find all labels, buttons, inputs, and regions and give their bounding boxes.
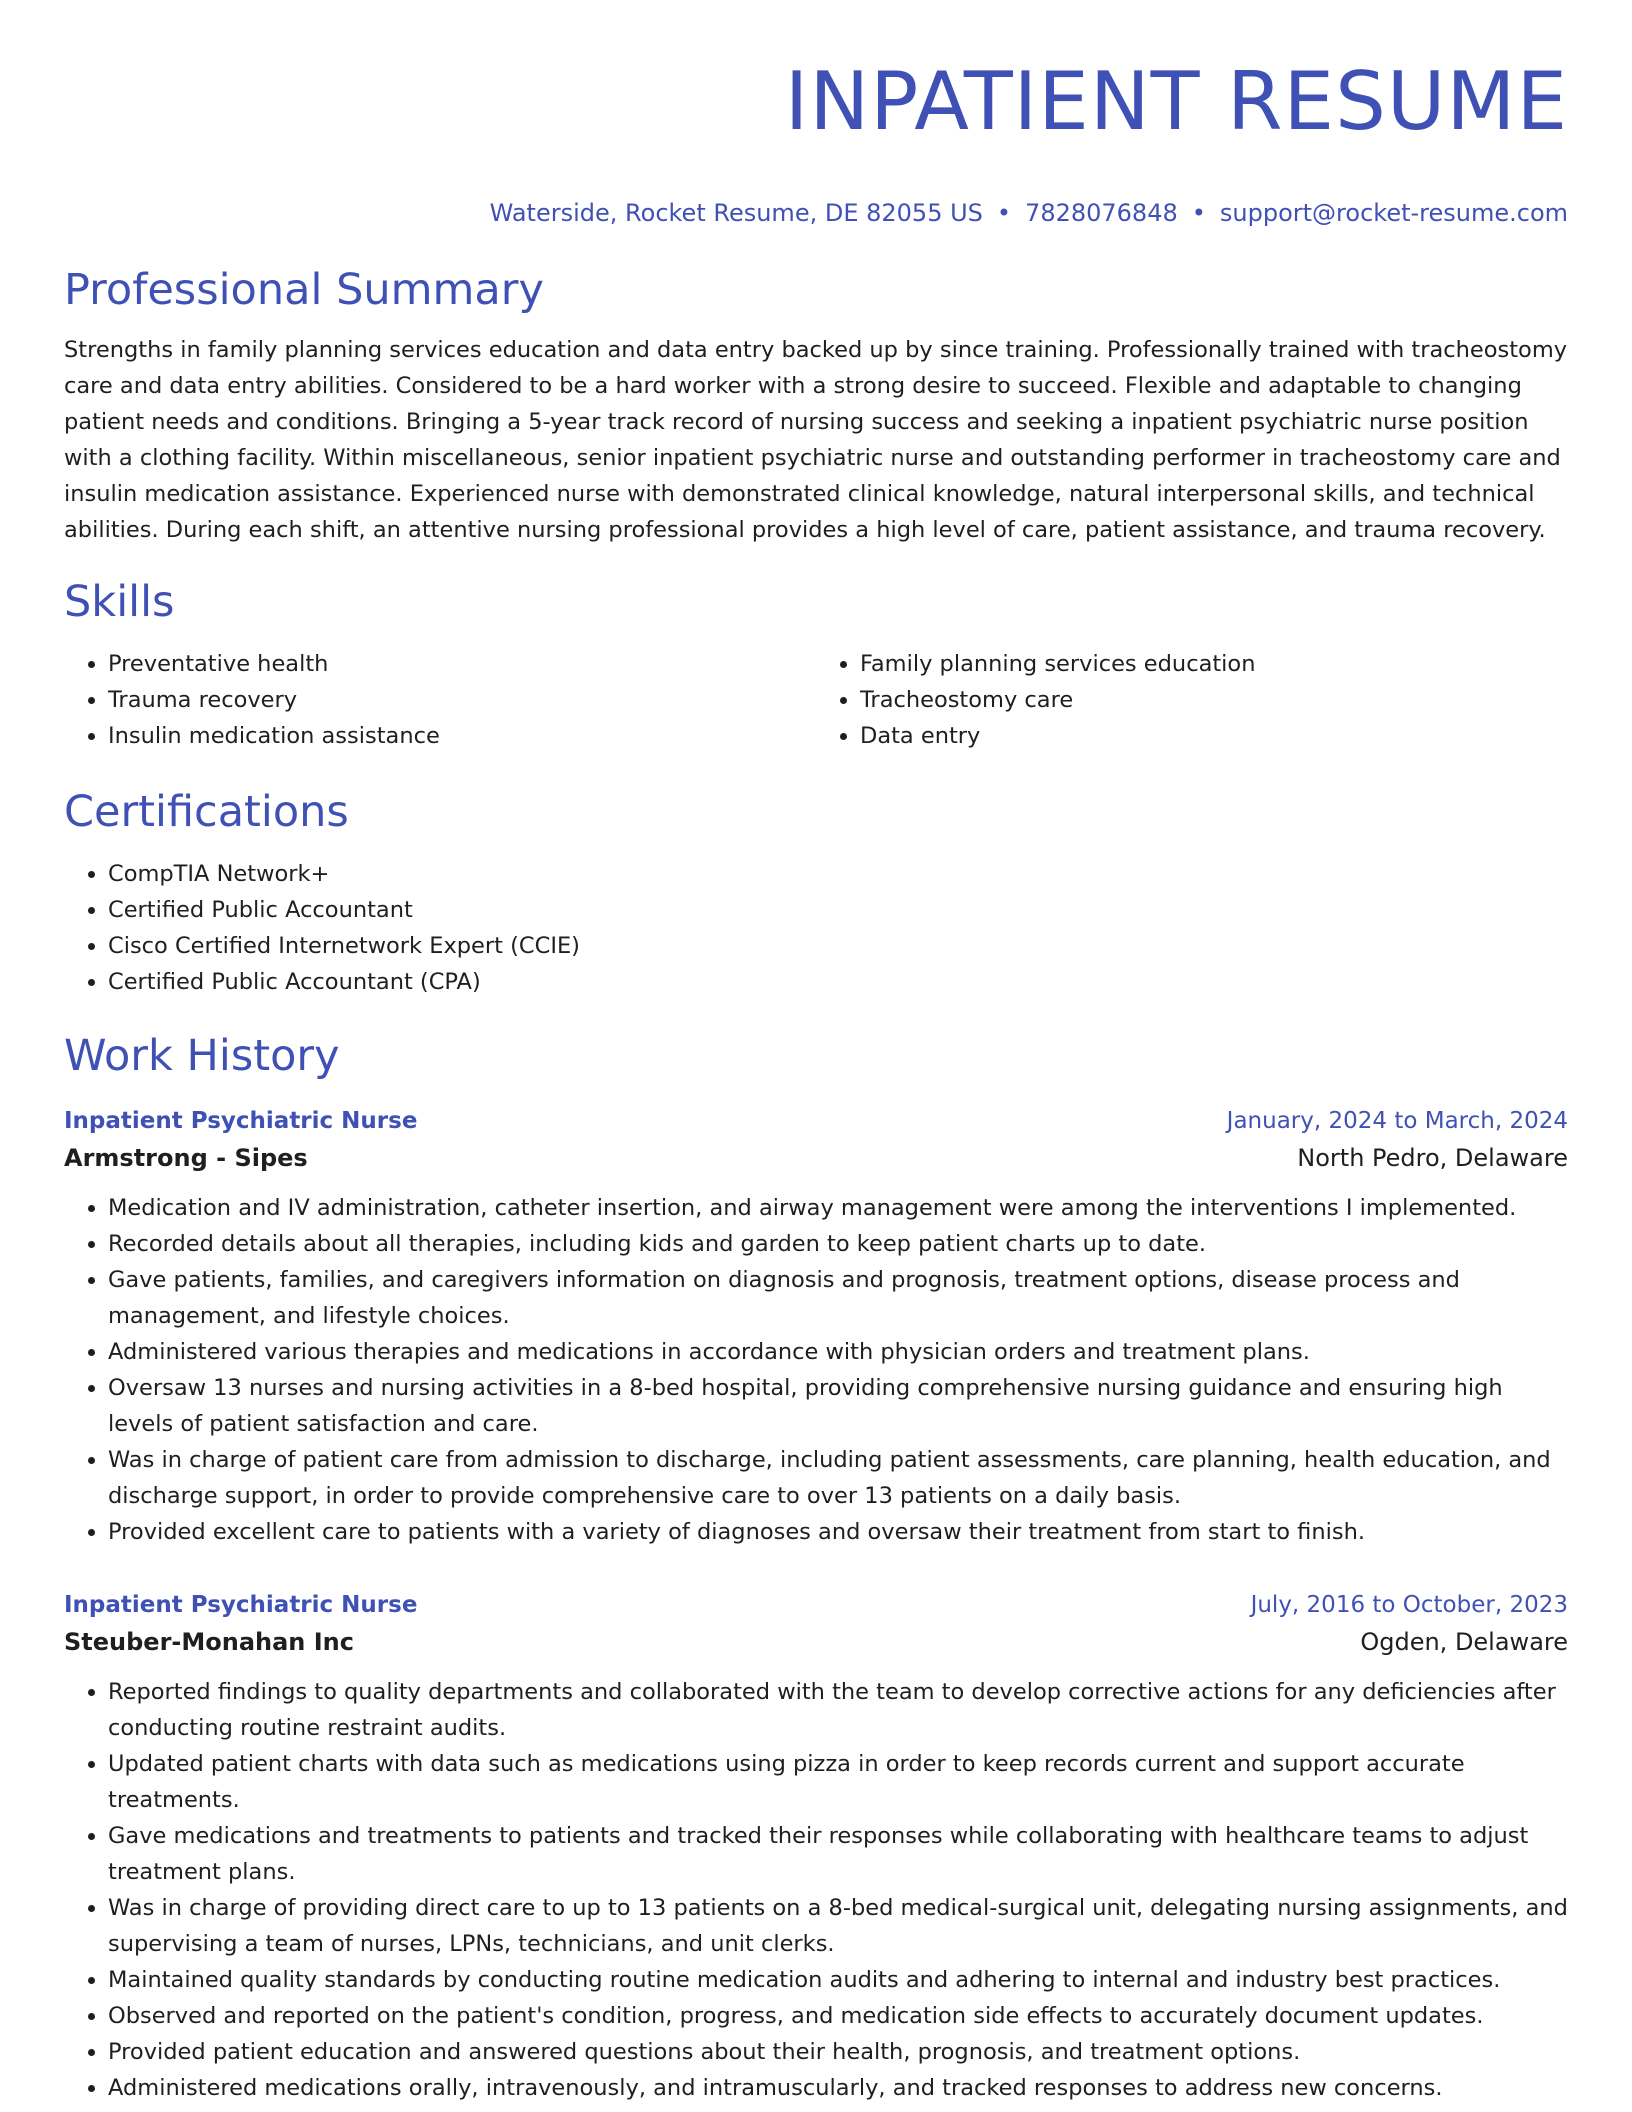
skill-item: • Trauma recovery xyxy=(108,682,816,718)
job-dates: January, 2024 to March, 2024 xyxy=(1226,1108,1568,1134)
skill-item: • Tracheostomy care xyxy=(860,682,1568,718)
certification-item: • Certified Public Accountant xyxy=(108,892,1568,928)
job-duty-item: • Oversaw 13 nurses and nursing activities in a 8-bed hospital, providing comprehensive nursing guidance and ensuring high levels of patient satisfaction and care. xyxy=(108,1370,1568,1442)
job-duty-item: • Was in charge of providing direct care to up to 13 patients on a 8-bed medical-surgical unit, delegating nursing assignments, and supervising a team of nurses, LPNs, technicians, and unit clerks. xyxy=(108,1890,1568,1962)
contact-line xyxy=(64,198,1568,228)
job-duty-item: • Gave medications and treatments to patients and tracked their responses while collaborating with healthcare teams to adjust treatment plans. xyxy=(108,1818,1568,1890)
contact-phone: 7828076848 xyxy=(1025,199,1178,227)
certification-item: • Certified Public Accountant (CPA) xyxy=(108,964,1568,1000)
contact-separator: • xyxy=(1191,199,1206,227)
job-duty-item: • Medication and IV administration, catheter insertion, and airway management were among the interventions I implemented. xyxy=(108,1190,1568,1226)
certification-item: • CompTIA Network+ xyxy=(108,856,1568,892)
skill-item: • Insulin medication assistance xyxy=(108,718,816,754)
job-company: Armstrong - Sipes xyxy=(64,1144,308,1172)
job-duty-item: • Gave patients, families, and caregivers information on diagnosis and prognosis, treatment options, disease process and management, and lifestyle choices. xyxy=(108,1262,1568,1334)
job-duty-item: • Provided patient education and answered questions about their health, prognosis, and treatment options. xyxy=(108,2034,1568,2070)
summary-heading: Professional Summary xyxy=(64,265,544,315)
summary-text: Strengths in family planning services education and data entry backed up by since training. Professionally trained with tracheostomy care and data entry abilities. Considered to be a hard worker with a strong desire to succeed. Flexible and adaptable to changing patient needs and conditions. Bringing a 5-year track record of nursing success and seeking a inpatient psychiatric nurse position with a clothing facility. Within miscellaneous, senior inpatient psychiatric nurse and outstanding performer in tracheostomy care and insulin medication assistance. Experienced nurse with demonstrated clinical knowledge, natural interpersonal skills, and technical abilities. During each shift, an attentive nursing professional provides a high level of care, patient assistance, and trauma recovery. xyxy=(64,337,1568,543)
skill-item: • Preventative health xyxy=(108,646,816,682)
skills-list-right xyxy=(816,646,1568,754)
job-duty-item: • Provided excellent care to patients with a variety of diagnoses and oversaw their treatment from start to finish. xyxy=(108,1514,1568,1550)
job-title: Inpatient Psychiatric Nurse xyxy=(64,1592,418,1618)
job-company-row xyxy=(64,1138,1568,1178)
contact-separator: • xyxy=(996,199,1012,227)
job-company: Steuber-Monahan Inc xyxy=(64,1628,354,1656)
job-duty-item: • Was in charge of patient care from admission to discharge, including patient assessments, care planning, health education, and discharge support, in order to provide comprehensive care to over 13 patients on a daily basis. xyxy=(108,1442,1568,1514)
job-duty-item: • Observed and reported on the patient's condition, progress, and medication side effects to accurately document updates. xyxy=(108,1998,1568,2034)
job-location: Ogden, Delaware xyxy=(1360,1628,1568,1656)
certification-item: • Cisco Certified Internetwork Expert (CCIE) xyxy=(108,928,1568,964)
contact-email: support@rocket-resume.com xyxy=(1219,199,1568,227)
job-duties-list xyxy=(64,1674,1568,2106)
job-duty-item: • Administered medications orally, intravenously, and intramuscularly, and tracked responses to address new concerns. xyxy=(108,2070,1568,2106)
job-title: Inpatient Psychiatric Nurse xyxy=(64,1108,418,1134)
skill-item: • Data entry xyxy=(860,718,1568,754)
work-history-heading: Work History xyxy=(64,1031,340,1081)
resume-name: INPATIENT RESUME xyxy=(784,55,1568,148)
skills-list-left xyxy=(64,646,816,754)
skills-heading: Skills xyxy=(64,577,175,627)
job-duty-item: • Administered various therapies and medications in accordance with physician orders and treatment plans. xyxy=(108,1334,1568,1370)
job-duty-item: • Recorded details about all therapies, including kids and garden to keep patient charts up to date. xyxy=(108,1226,1568,1262)
job-company-row xyxy=(64,1622,1568,1662)
job-entry xyxy=(64,1104,1568,1550)
certifications-list xyxy=(64,856,1568,1000)
job-duties-list xyxy=(64,1190,1568,1550)
job-duty-item: • Updated patient charts with data such as medications using pizza in order to keep records current and support accurate treatments. xyxy=(108,1746,1568,1818)
job-dates: July, 2016 to October, 2023 xyxy=(1250,1592,1568,1618)
job-title-row xyxy=(64,1104,1568,1138)
certifications-heading: Certifications xyxy=(64,787,349,837)
job-entry xyxy=(64,1588,1568,2106)
job-duty-item: • Reported findings to quality departments and collaborated with the team to develop corrective actions for any deficiencies after conducting routine restraint audits. xyxy=(108,1674,1568,1746)
job-location: North Pedro, Delaware xyxy=(1297,1144,1568,1172)
job-title-row xyxy=(64,1588,1568,1622)
contact-address: Waterside, Rocket Resume, DE 82055 US xyxy=(489,199,983,227)
skills-columns xyxy=(64,646,1568,754)
skill-item: • Family planning services education xyxy=(860,646,1568,682)
resume-header xyxy=(64,0,1568,228)
job-duty-item: • Maintained quality standards by conducting routine medication audits and adhering to internal and industry best practices. xyxy=(108,1962,1568,1998)
